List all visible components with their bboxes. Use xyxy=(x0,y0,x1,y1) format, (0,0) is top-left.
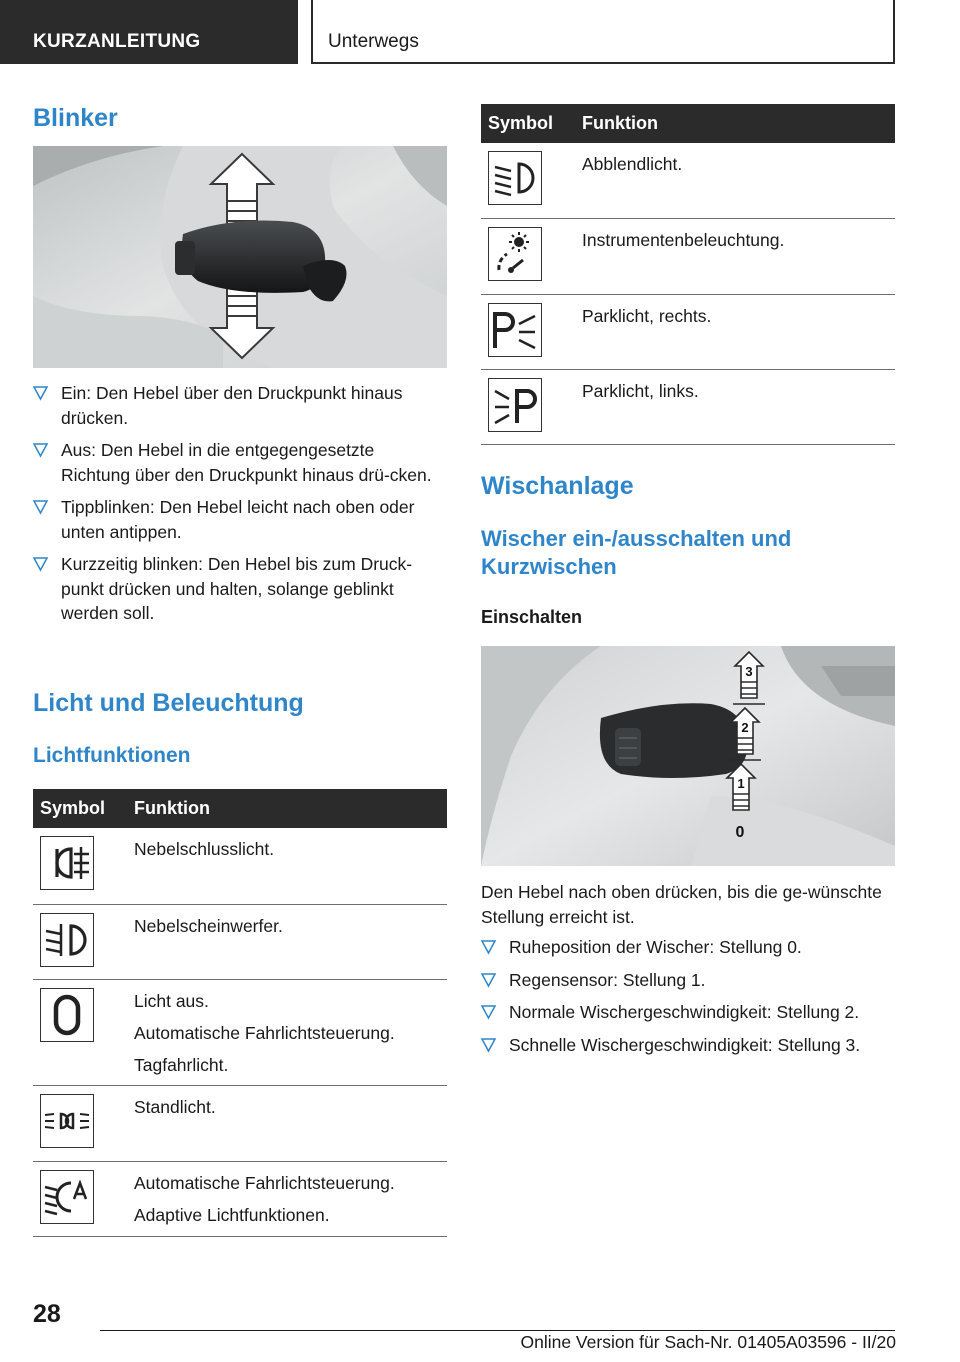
list-item: Ruheposition der Wischer: Stellung 0. xyxy=(481,935,901,960)
front-fog-light-icon xyxy=(40,913,94,967)
triangle-bullet-icon xyxy=(481,939,496,955)
header-chapter-tab: Unterwegs xyxy=(311,0,895,64)
licht-heading: Licht und Beleuchtung xyxy=(33,689,304,717)
light-functions-table-left xyxy=(33,789,447,1237)
table-header-funktion: Funktion xyxy=(582,104,895,143)
low-beam-icon xyxy=(488,151,542,205)
list-item: Ein: Den Hebel über den Druckpunkt hinaus drücken. xyxy=(33,381,447,430)
table-row xyxy=(481,369,895,444)
wischanlage-heading: Wischanlage xyxy=(481,472,634,500)
triangle-bullet-icon xyxy=(481,1037,496,1053)
table-row xyxy=(481,218,895,294)
function-text: Parklicht, rechts. xyxy=(582,305,712,326)
table-row xyxy=(33,904,447,979)
auto-headlight-icon xyxy=(40,1170,94,1224)
footer-divider xyxy=(100,1330,895,1331)
triangle-bullet-icon xyxy=(33,499,48,515)
triangle-bullet-icon xyxy=(33,556,48,572)
function-text: Adaptive Lichtfunktionen. xyxy=(134,1204,330,1225)
list-item: Tippblinken: Den Hebel leicht nach oben oder unten antippen. xyxy=(33,495,447,544)
table-row xyxy=(33,1085,447,1161)
triangle-bullet-icon xyxy=(481,1004,496,1020)
blinker-bullet-list xyxy=(33,381,447,634)
blinker-lever-photo xyxy=(33,146,447,368)
list-item: Regensensor: Stellung 1. xyxy=(481,968,901,993)
table-row xyxy=(481,143,895,218)
function-text: Instrumentenbeleuchtung. xyxy=(582,229,785,250)
instrument-lighting-icon xyxy=(488,227,542,281)
wiper-instruction-text: Den Hebel nach oben drücken, bis die ge‐wünschte Stellung erreicht ist. xyxy=(481,882,882,927)
wiper-position-0-label: 0 xyxy=(735,824,745,841)
triangle-bullet-icon xyxy=(33,442,48,458)
function-text: Tagfahrlicht. xyxy=(134,1054,229,1075)
header-section-tab: KURZANLEITUNG xyxy=(0,0,298,64)
lights-off-zero-icon xyxy=(40,988,94,1042)
table-row xyxy=(33,828,447,904)
function-text: Automatische Fahrlichtsteuerung. xyxy=(134,1022,395,1043)
list-item: Schnelle Wischergeschwindigkeit: Stellung 3. xyxy=(481,1033,901,1058)
list-item: Kurzzeitig blinken: Den Hebel bis zum Druck‐punkt drücken und halten, solange geblinkt werden soll. xyxy=(33,552,447,626)
triangle-bullet-icon xyxy=(33,385,48,401)
parking-light-left-icon xyxy=(488,378,542,432)
light-functions-table-right xyxy=(481,104,895,445)
wiper-position-3-label: 3 xyxy=(745,664,753,679)
wischer-subheading: Wischer ein-/ausschalten und Kurzwischen xyxy=(481,526,792,579)
parking-light-icon xyxy=(40,1094,94,1148)
wiper-position-1-label: 1 xyxy=(737,776,745,791)
table-header-symbol: Symbol xyxy=(481,104,582,143)
function-text: Nebelschlusslicht. xyxy=(134,839,275,859)
function-text: Automatische Fahrlichtsteuerung. xyxy=(134,1172,395,1193)
table-row xyxy=(33,979,447,1085)
function-text: Abblendlicht. xyxy=(582,154,683,174)
triangle-bullet-icon xyxy=(481,972,496,988)
einschalten-heading: Einschalten xyxy=(481,607,583,627)
function-text: Standlicht. xyxy=(134,1096,216,1117)
blinker-heading: Blinker xyxy=(33,104,118,132)
table-header-symbol: Symbol xyxy=(33,789,134,828)
footer-version-text: Online Version für Sach-Nr. 01405A03596 - II/20 xyxy=(520,1332,896,1352)
page-number: 28 xyxy=(33,1300,61,1328)
parking-light-right-icon xyxy=(488,303,542,357)
table-header-funktion: Funktion xyxy=(134,789,447,828)
list-item: Normale Wischergeschwindigkeit: Stellung 2. xyxy=(481,1000,901,1025)
lichtfunktionen-subheading: Lichtfunktionen xyxy=(33,744,191,767)
function-text: Nebelscheinwerfer. xyxy=(134,915,283,936)
table-row xyxy=(33,1161,447,1236)
function-text: Licht aus. xyxy=(134,990,209,1011)
wiper-lever-photo xyxy=(481,646,895,866)
rear-fog-light-icon xyxy=(40,836,94,890)
wiper-position-2-label: 2 xyxy=(741,720,749,735)
list-item: Aus: Den Hebel in die entgegengesetzte Richtung über den Druckpunkt hinaus drü‐cken. xyxy=(33,438,447,487)
table-row xyxy=(481,294,895,369)
function-text: Parklicht, links. xyxy=(582,380,699,401)
wiper-bullet-list xyxy=(481,935,901,1065)
